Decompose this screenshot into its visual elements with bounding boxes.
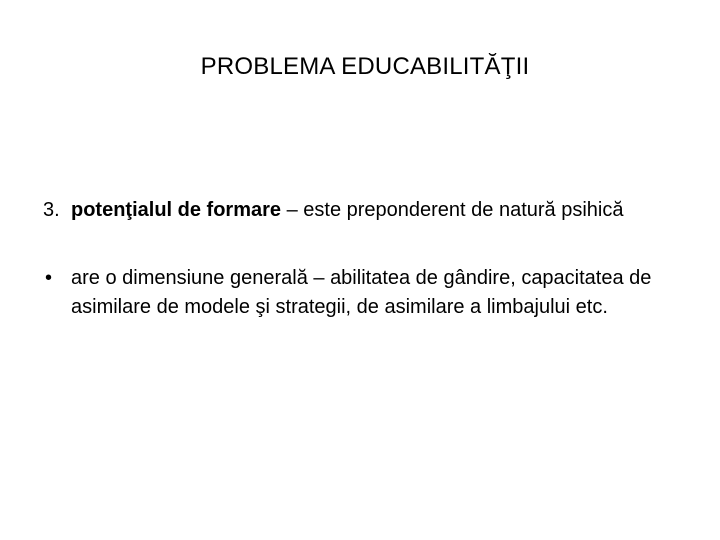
point-term: potenţialul de formare xyxy=(71,199,282,221)
bullet-marker: • xyxy=(45,267,53,289)
bullet-text: are o dimensiune generală – abilitatea de gândire, capacitatea de asimilare de modele şi strategii, de asimilare a limbajului etc. xyxy=(71,267,652,318)
slide-title: PROBLEMA EDUCABILITĂŢII xyxy=(200,53,530,80)
bullet-item xyxy=(43,264,683,322)
numbered-point-3 xyxy=(43,196,683,225)
point-description: – este preponderent de natură psihică xyxy=(281,199,624,221)
list-number: 3. xyxy=(43,199,60,221)
slide-body xyxy=(43,196,683,322)
